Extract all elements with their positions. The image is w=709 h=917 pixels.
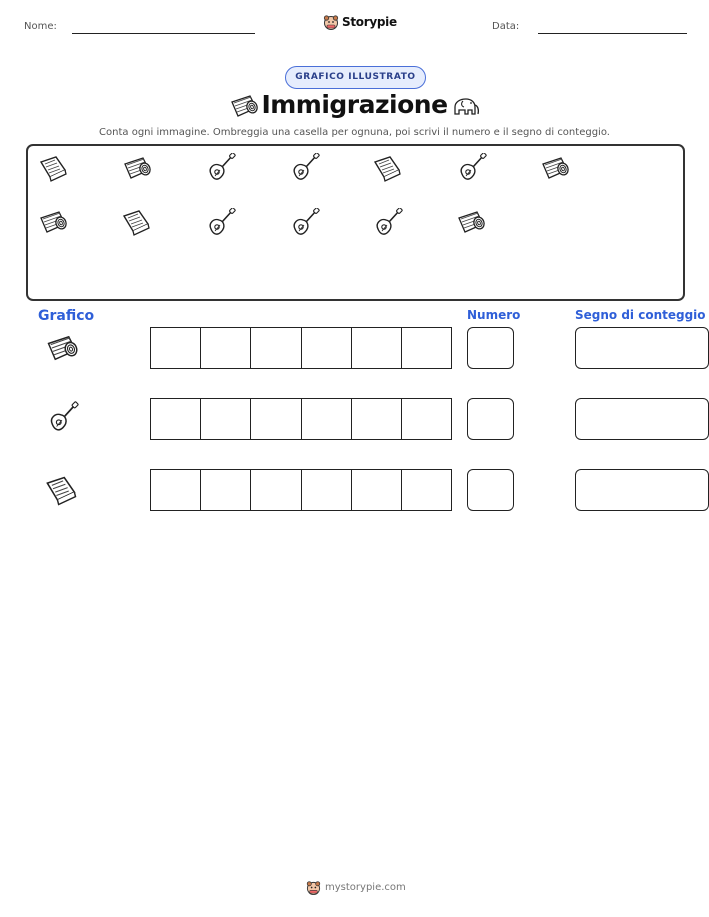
graph-cell[interactable] [151, 328, 201, 368]
number-heading: Numero [467, 308, 521, 322]
lute-icon [372, 208, 404, 238]
graph-cell[interactable] [402, 470, 451, 510]
graph-row-book [150, 469, 452, 511]
graph-cell[interactable] [251, 328, 301, 368]
graph-cell[interactable] [201, 399, 251, 439]
graph-heading: Grafico [38, 308, 95, 324]
tally-box[interactable] [575, 327, 709, 369]
number-box[interactable] [467, 327, 514, 369]
name-field[interactable] [72, 33, 255, 34]
brand-name: Storypie [342, 15, 397, 29]
graph-cell[interactable] [201, 470, 251, 510]
lute-icon [289, 208, 321, 238]
graph-cell[interactable] [302, 399, 352, 439]
mascot-icon [323, 14, 339, 30]
graph-cell[interactable] [352, 470, 402, 510]
lute-icon [205, 153, 237, 183]
number-box[interactable] [467, 398, 514, 440]
graph-cell[interactable] [352, 399, 402, 439]
rug-roll-icon [455, 208, 487, 238]
graph-cell[interactable] [402, 328, 451, 368]
instructions: Conta ogni immagine. Ombreggia una casella per ognuna, poi scrivi il numero e il segno di conteggio. [99, 127, 610, 138]
rug-roll-icon [37, 208, 69, 238]
tally-box[interactable] [575, 469, 709, 511]
tally-heading: Segno di conteggio [575, 308, 706, 322]
elephant-icon [449, 92, 481, 120]
graph-cell[interactable] [302, 328, 352, 368]
rug-roll-icon [44, 332, 80, 364]
graph-cell[interactable] [302, 470, 352, 510]
book-icon [121, 208, 153, 238]
date-field[interactable] [538, 33, 687, 34]
mascot-icon [306, 880, 321, 895]
graph-cell[interactable] [402, 399, 451, 439]
lute-icon [289, 153, 321, 183]
rug-roll-icon [539, 154, 571, 184]
book-icon [44, 474, 80, 508]
graph-cell[interactable] [201, 328, 251, 368]
graph-row-lute [150, 398, 452, 440]
book-icon [38, 154, 70, 184]
footer [306, 880, 406, 895]
tally-box[interactable] [575, 398, 709, 440]
lute-icon [46, 400, 80, 436]
page-title: Immigrazione [261, 90, 448, 119]
lute-icon [205, 208, 237, 238]
graph-cell[interactable] [251, 399, 301, 439]
worksheet-badge: GRAFICO ILLUSTRATO [285, 66, 426, 89]
graph-cell[interactable] [151, 470, 201, 510]
graph-cell[interactable] [151, 399, 201, 439]
graph-cell[interactable] [251, 470, 301, 510]
rug-roll-icon [121, 154, 153, 184]
lute-icon [456, 153, 488, 183]
footer-site[interactable]: mystorypie.com [325, 882, 406, 893]
book-icon [372, 154, 404, 184]
graph-row-rug [150, 327, 452, 369]
name-label: Nome: [24, 21, 57, 32]
graph-cell[interactable] [352, 328, 402, 368]
date-label: Data: [492, 21, 520, 32]
number-box[interactable] [467, 469, 514, 511]
brand-logo [323, 14, 397, 30]
